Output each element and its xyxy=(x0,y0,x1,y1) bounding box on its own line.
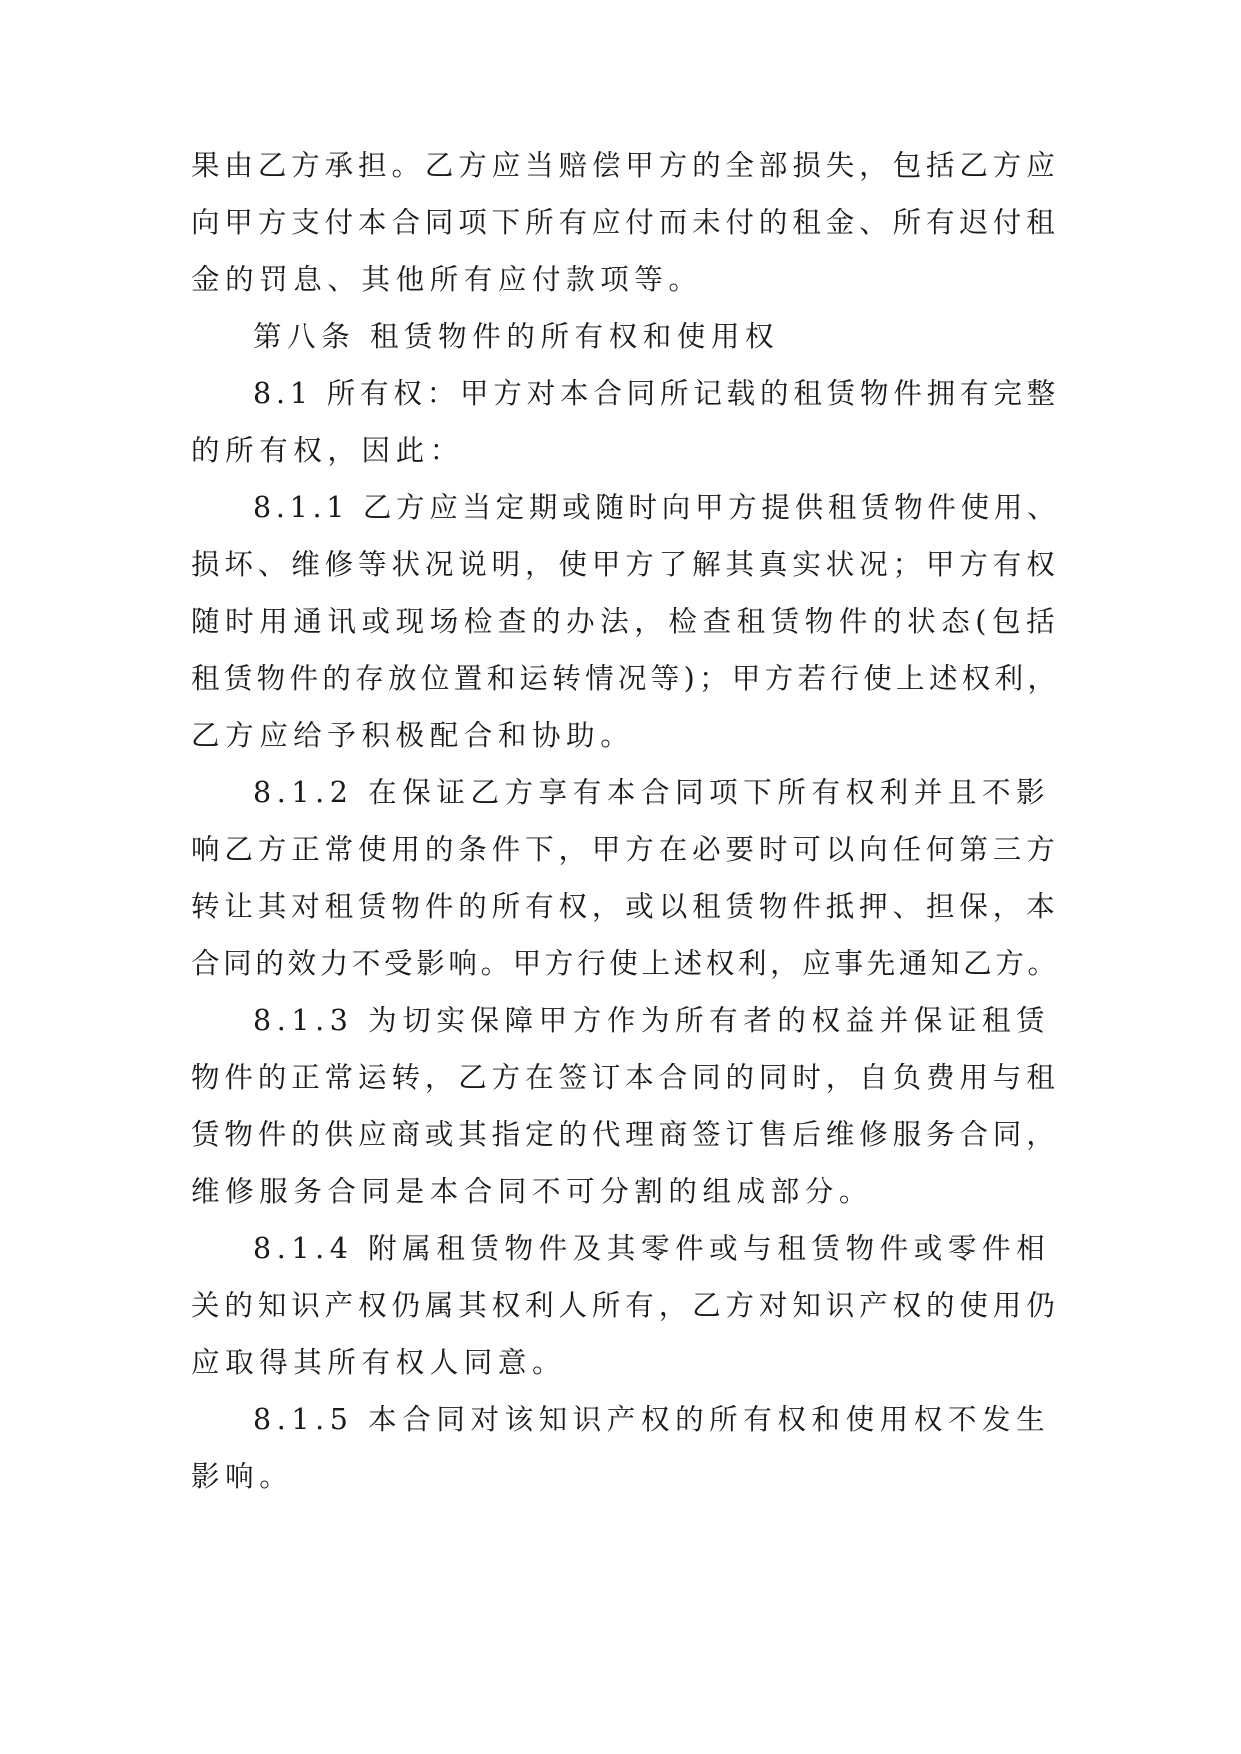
text-line: 维修服务合同是本合同不可分割的组成部分。 xyxy=(191,1175,874,1208)
text-line: 赁物件的供应商或其指定的代理商签订售后维修服务合同， xyxy=(191,1118,1060,1151)
text-line: 8.1.3 为切实保障甲方作为所有者的权益并保证租赁 xyxy=(253,1004,1051,1037)
text-line: 随时用通讯或现场检查的办法，检查租赁物件的状态(包括 xyxy=(191,605,1061,638)
text-line: 损坏、维修等状况说明，使甲方了解其真实状况；甲方有权 xyxy=(191,548,1060,581)
text-line: 8.1.1 乙方应当定期或随时向甲方提供租赁物件使用、 xyxy=(253,491,1061,524)
text-line: 8.1.4 附属租赁物件及其零件或与租赁物件或零件相 xyxy=(253,1232,1051,1265)
text-line: 影响。 xyxy=(191,1460,294,1493)
text-line: 向甲方支付本合同项下所有应付而未付的租金、所有迟付租 xyxy=(191,206,1060,239)
text-line: 果由乙方承担。乙方应当赔偿甲方的全部损失，包括乙方应 xyxy=(191,149,1060,182)
text-line: 物件的正常运转，乙方在签订本合同的同时，自负费用与租 xyxy=(191,1061,1060,1094)
text-line: 响乙方正常使用的条件下，甲方在必要时可以向任何第三方 xyxy=(191,833,1060,866)
text-line: 8.1 所有权：甲方对本合同所记载的租赁物件拥有完整 xyxy=(253,377,1060,410)
text-line: 租赁物件的存放位置和运转情况等)；甲方若行使上述权利， xyxy=(191,662,1061,695)
section-heading: 第八条 租赁物件的所有权和使用权 xyxy=(253,320,780,353)
text-line: 乙方应给予积极配合和协助。 xyxy=(191,719,635,752)
text-line: 金的罚息、其他所有应付款项等。 xyxy=(191,263,703,296)
text-line: 8.1.2 在保证乙方享有本合同项下所有权利并且不影 xyxy=(253,776,1051,809)
text-line: 关的知识产权仍属其权利人所有，乙方对知识产权的使用仍 xyxy=(191,1289,1060,1322)
text-line: 的所有权，因此： xyxy=(191,434,464,467)
text-line: 8.1.5 本合同对该知识产权的所有权和使用权不发生 xyxy=(253,1403,1051,1436)
text-line: 转让其对租赁物件的所有权，或以租赁物件抵押、担保，本 xyxy=(191,890,1060,923)
text-line: 应取得其所有权人同意。 xyxy=(191,1346,567,1379)
text-line: 合同的效力不受影响。甲方行使上述权利，应事先通知乙方。 xyxy=(191,947,1060,980)
